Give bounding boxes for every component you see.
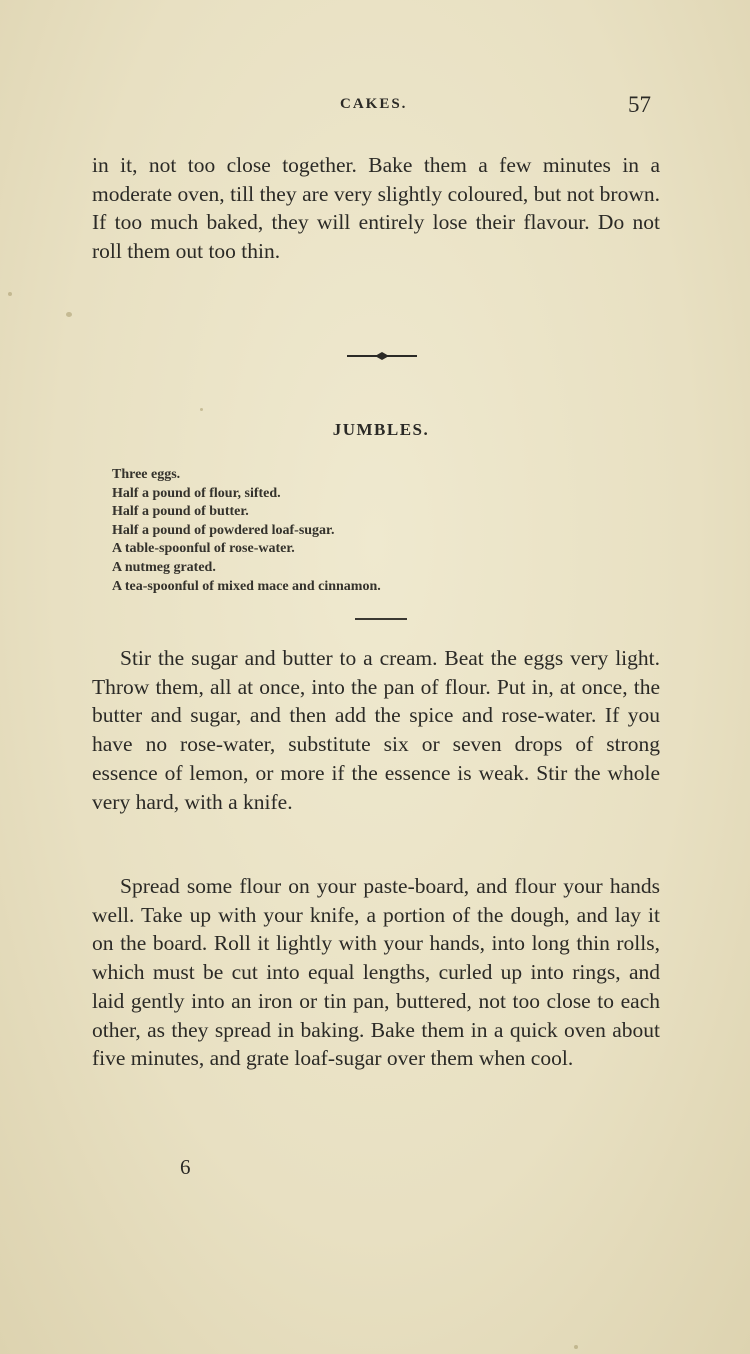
short-rule: [355, 618, 407, 620]
continuation-paragraph: in it, not too close together. Bake them a few minutes in a moderate oven, till they are very slightly coloured, but not brown. If too much baked, they will entirely lose their flavour. Do not roll them out too thin.: [92, 153, 660, 264]
running-head: [0, 92, 750, 122]
page-number: 57: [628, 92, 651, 117]
signature-mark: 6: [180, 1155, 191, 1179]
ingredient-item: Half a pound of flour, sifted.: [112, 485, 281, 501]
paper-speck: [8, 292, 12, 296]
ingredient-item: A nutmeg grated.: [112, 559, 216, 575]
ornament-divider: [345, 350, 419, 362]
section-title: JUMBLES.: [332, 420, 430, 439]
ingredient-item: A tea-spoonful of mixed mace and cinnamon.: [112, 578, 381, 594]
paper-speck: [66, 312, 72, 317]
ingredient-list: [112, 466, 381, 596]
method-paragraph: Spread some flour on your paste-board, and flour your hands well. Take up with your knife, a portion of the dough, and lay it on the board. Roll it lightly with your hands, into long thin rolls, which must be cut into equal lengths, curled up into rings, and laid gently into an iron or tin pan, buttered, not too close to each other, as they spread in baking. Bake them in a quick oven about five minutes, and grate loaf-sugar over them when cool.: [92, 874, 660, 1071]
ingredient-item: A table-spoonful of rose-water.: [112, 541, 295, 557]
running-title: CAKES.: [340, 96, 408, 112]
ingredient-item: Half a pound of butter.: [112, 504, 249, 520]
ingredient-item: Half a pound of powdered loaf-sugar.: [112, 522, 335, 538]
ingredient-item: Three eggs.: [112, 467, 181, 482]
paper-speck: [574, 1345, 578, 1349]
method-paragraph: Stir the sugar and butter to a cream. Beat the eggs very light. Throw them, all at once, into the pan of flour. Put in, at once, the butter and sugar, and then add the spice and rose-water. If you have no rose-water, substitute six or seven drops of strong essence of lemon, or more if the essence is weak. Stir the whole very hard, with a knife.: [92, 646, 660, 814]
paper-speck: [200, 408, 203, 411]
